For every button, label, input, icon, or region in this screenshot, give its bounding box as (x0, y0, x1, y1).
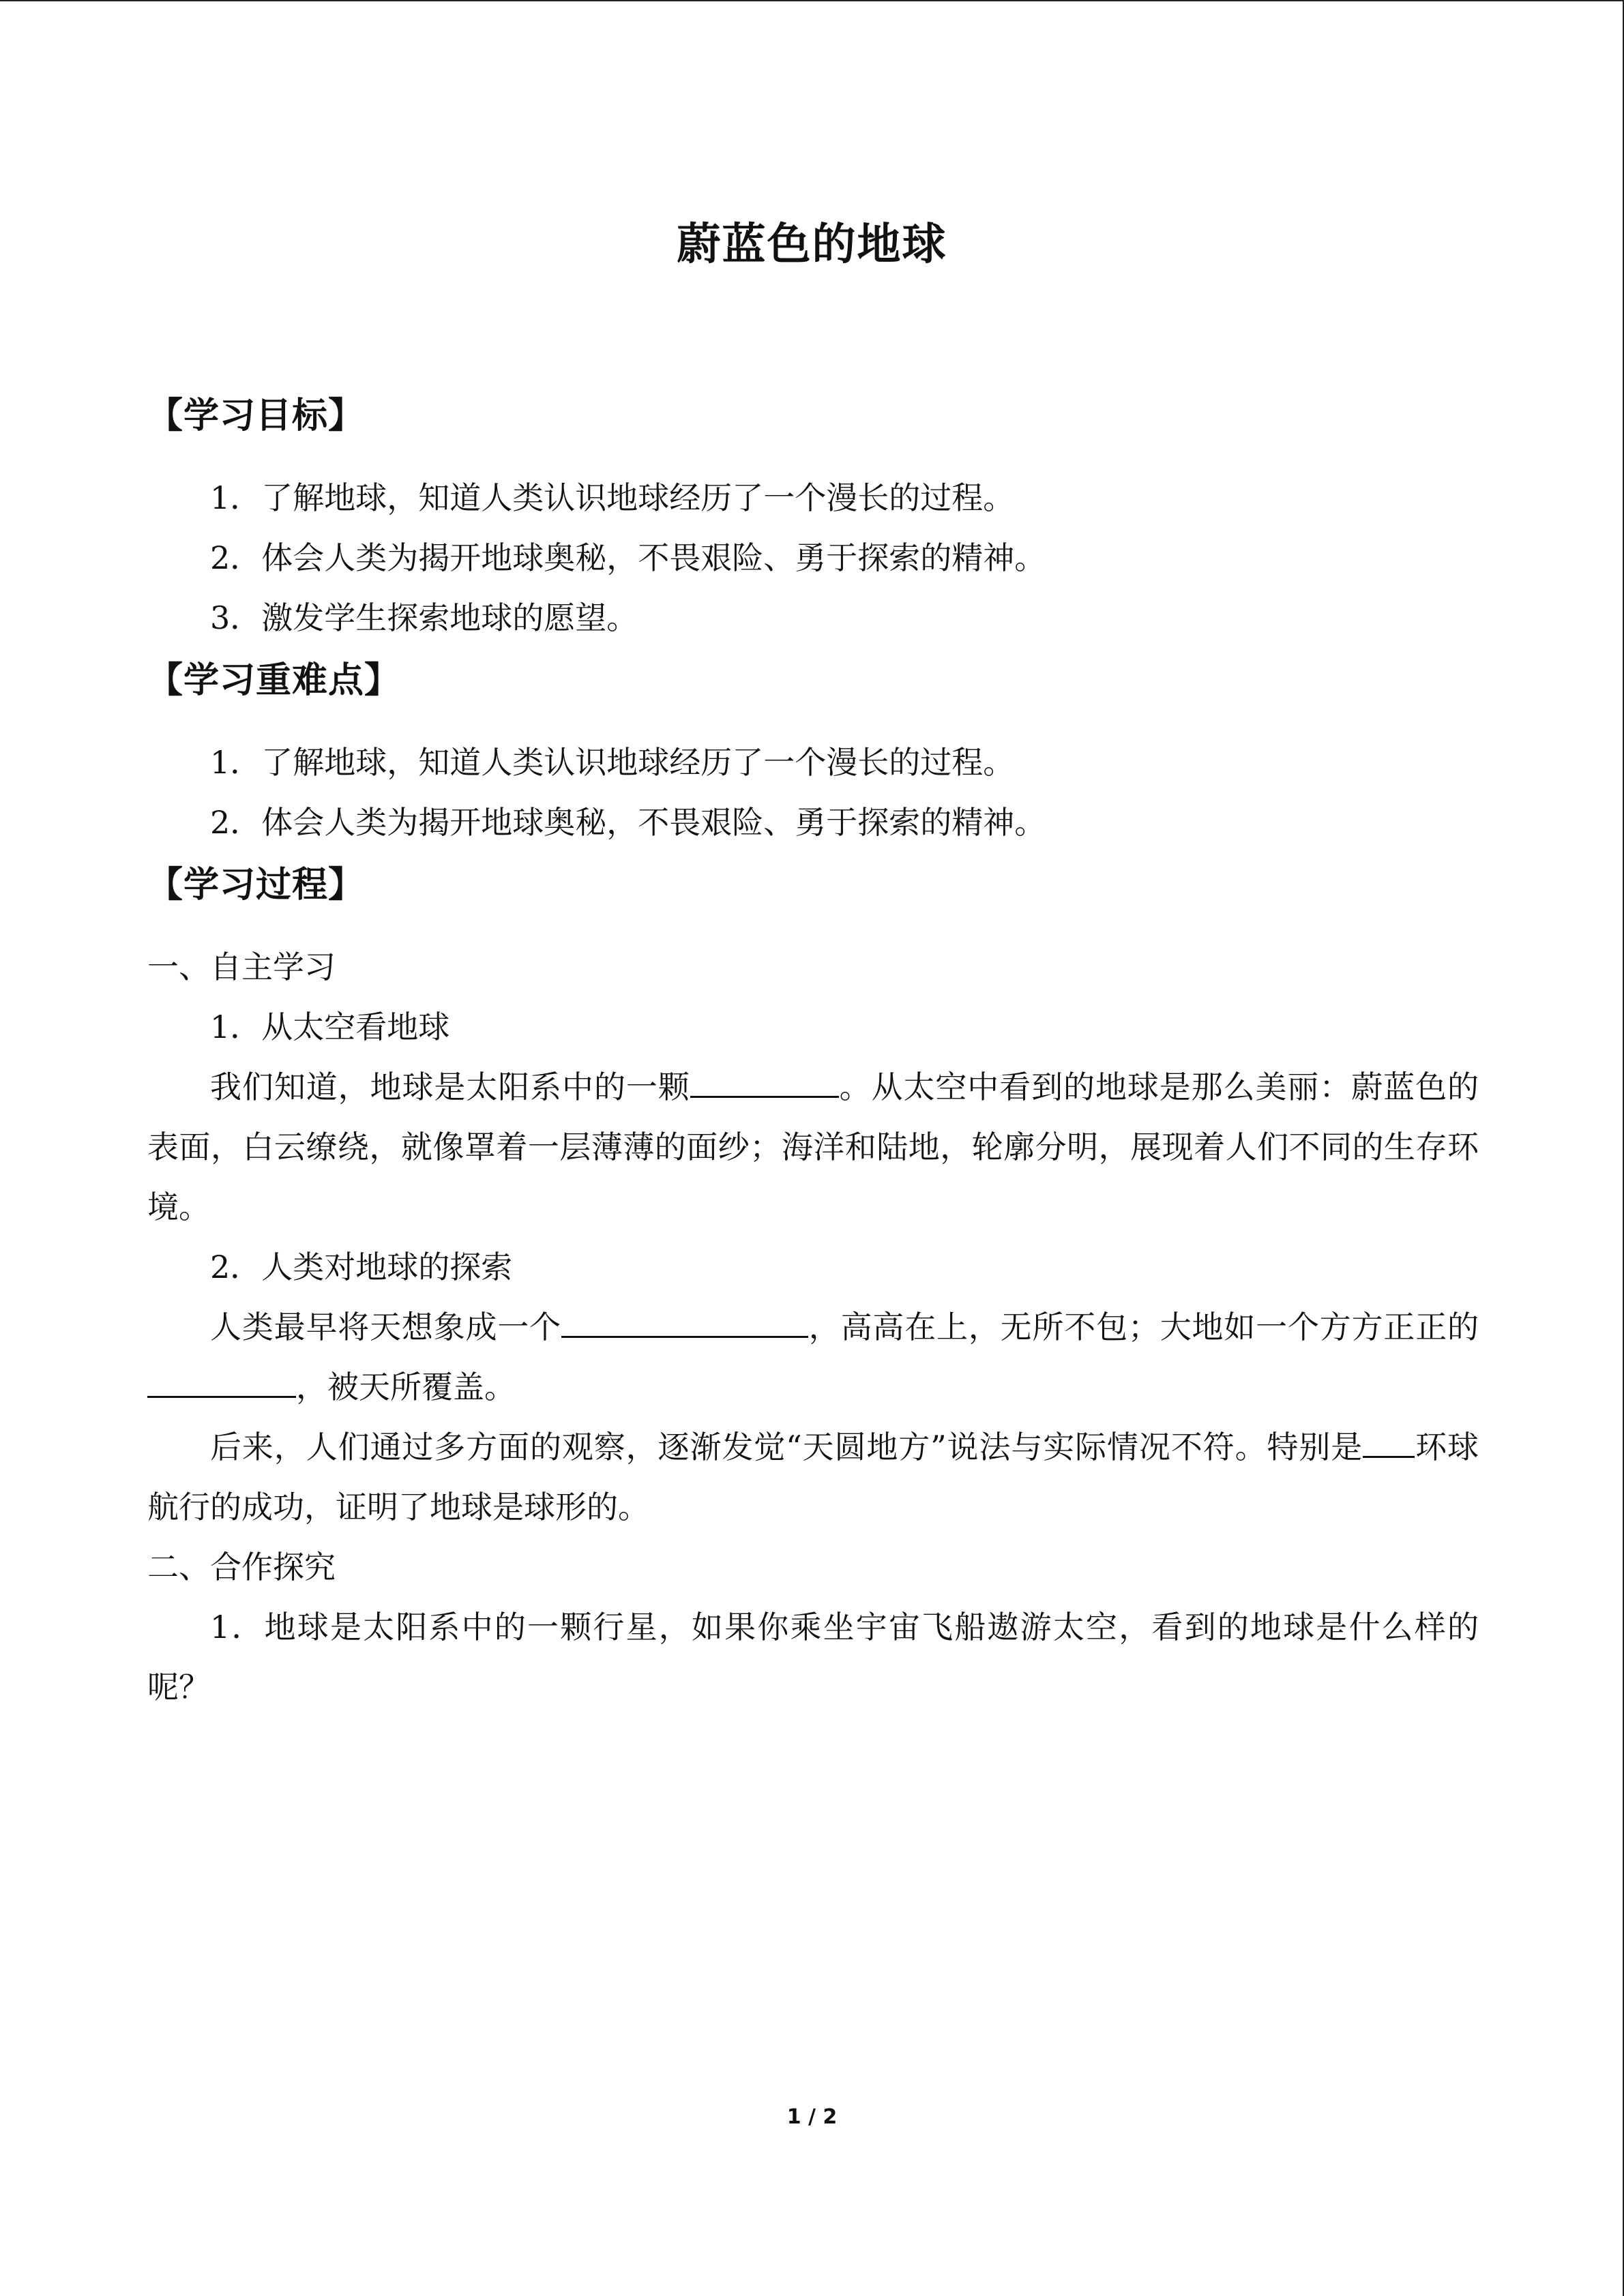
page-number: 1 / 2 (786, 2105, 838, 2129)
part1-sub1: 1．从太空看地球 (210, 1009, 450, 1045)
fill-blank-navigator[interactable] (1363, 1418, 1415, 1458)
paragraph-text: 我们知道，地球是太阳系中的一颗 (210, 1069, 690, 1105)
paragraph-sky-concept (147, 1297, 1479, 1417)
part2-title: 二、合作探究 (147, 1549, 336, 1585)
paragraph-text: 后来，人们通过多方面的观察，逐渐发觉“天圆地方”说法与实际情况不符。特别是 (210, 1429, 1363, 1465)
question-1: 1．地球是太阳系中的一颗行星，如果你乘坐宇宙飞船遨游太空，看到的地球是什么样的呢？ (147, 1609, 1479, 1705)
goal-item-2: 2．体会人类为揭开地球奥秘，不畏艰险、勇于探索的精神。 (210, 539, 1046, 576)
paragraph-text: ，被天所覆盖。 (296, 1369, 516, 1405)
fill-blank-earth-shape[interactable] (147, 1358, 296, 1398)
document-body (147, 383, 1479, 1717)
fill-blank-planet[interactable] (690, 1058, 839, 1098)
key-point-item-2: 2．体会人类为揭开地球奥秘，不畏艰险、勇于探索的精神。 (210, 804, 1046, 841)
section-heading-key-points: 【学习重难点】 (147, 660, 401, 701)
paragraph-text: 人类最早将天想象成一个 (210, 1309, 561, 1345)
paragraph-text: ，高高在上，无所不包；大地如一个方方正正的 (808, 1309, 1479, 1345)
section-heading-process: 【学习过程】 (147, 865, 365, 906)
paragraph-earth-from-space (147, 1057, 1479, 1237)
key-point-item-1: 1．了解地球，知道人类认识地球经历了一个漫长的过程。 (210, 744, 1015, 781)
fill-blank-sky-shape[interactable] (561, 1298, 808, 1338)
paragraph-text: 环球航行的成功，证明了地球是球形的。 (147, 1429, 1479, 1525)
section-heading-goals: 【学习目标】 (147, 396, 365, 436)
goal-item-3: 3．激发学生探索地球的愿望。 (210, 599, 638, 636)
paragraph-navigation (147, 1417, 1479, 1537)
document-title: 蔚蓝色的地球 (677, 220, 947, 270)
goal-item-1: 1．了解地球，知道人类认识地球经历了一个漫长的过程。 (210, 479, 1015, 516)
part1-sub2: 2．人类对地球的探索 (210, 1249, 513, 1285)
paragraph-text: 。从太空中看到的地球是那么美丽：蔚蓝色的表面，白云缭绕，就像罩着一层薄薄的面纱；海洋和陆地，轮廓分明，展现着人们不同的生存环境。 (147, 1069, 1479, 1225)
part1-title: 一、自主学习 (147, 949, 336, 985)
